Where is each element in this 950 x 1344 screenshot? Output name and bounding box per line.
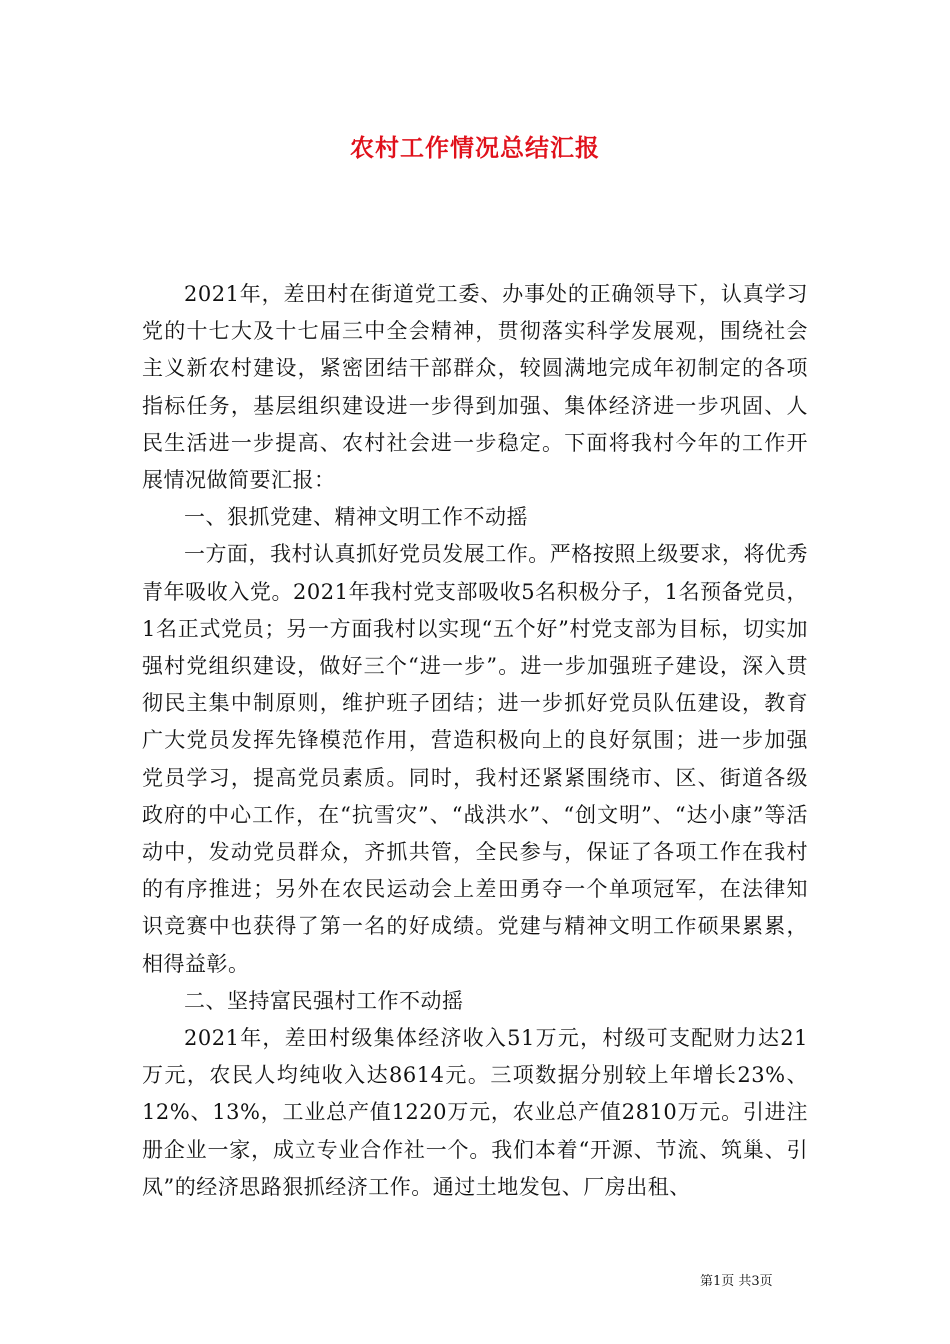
paragraph-party-building: 一方面，我村认真抓好党员发展工作。严格按照上级要求，将优秀青年吸收入党。2021年我村党支部吸收5名积极分子，1名预备党员，1名正式党员；另一方面我村以实现“五个好”村党支部为目标，切实加强村党组织建设，做好三个“进一步”。进一步加强班子建设，深入贯彻民主集中制原则，维护班子团结；进一步抓好党员队伍建设，教育广大党员发挥先锋模范作用，营造积极向上的良好氛围；进一步加强党员学习，提高党员素质。同时，我村还紧紧围绕市、区、街道各级政府的中心工作，在“抗雪灾”、“战洪水”、“创文明”、“达小康”等活动中，发动党员群众，齐抓共管，全民参与，保证了各项工作在我村的有序推进；另外在农民运动会上差田勇夺一个单项冠军，在法律知识竞赛中也获得了第一名的好成绩。党建与精神文明工作硕果累累，相得益彰。 [142,542,808,976]
paragraph-intro: 2021年，差田村在街道党工委、办事处的正确领导下，认真学习党的十七大及十七届三中全会精神，贯彻落实科学发展观，围绕社会主义新农村建设，紧密团结干部群众，较圆满地完成年初制定的各项指标任务，基层组织建设进一步得到加强、集体经济进一步巩固、人民生活进一步提高、农村社会进一步稳定。下面将我村今年的工作开展情况做简要汇报： [142,282,808,493]
section-heading-2: 二、坚持富民强村工作不动摇 [184,988,464,1013]
document-title: 农村工作情况总结汇报 [350,133,600,162]
paragraph-economy: 2021年，差田村级集体经济收入51万元，村级可支配财力达21万元，农民人均纯收入达8614元。三项数据分别较上年增长23%、12%、13%，工业总产值1220万元，农业总产值2810万元。引进注册企业一家，成立专业合作社一个。我们本着“开源、节流、筑巢、引凤”的经济思路狠抓经济工作。通过土地发包、厂房出租、 [142,1026,808,1199]
page-number-footer: 第1页 共3页 [700,1274,773,1289]
section-heading-1: 一、狠抓党建、精神文明工作不动摇 [184,505,528,530]
document-body [142,276,808,1206]
